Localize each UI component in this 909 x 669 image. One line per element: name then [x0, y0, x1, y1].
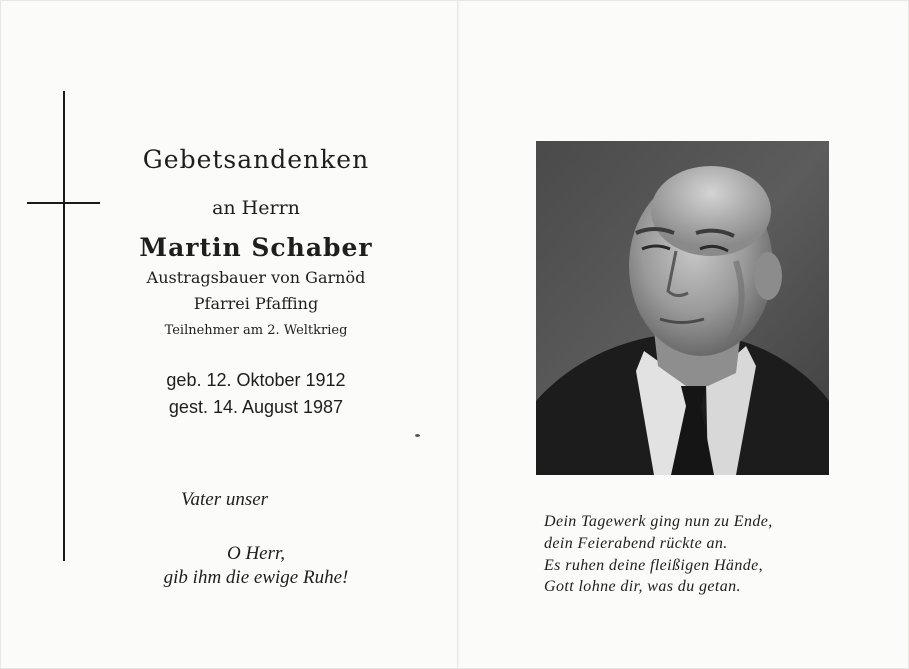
birth-date: geb. 12. Oktober 1912: [166, 370, 346, 390]
blessing-line-2: gib ihm die ewige Ruhe!: [163, 567, 349, 588]
prayer-title: Vater unser: [181, 489, 269, 510]
war-participation-note: Teilnehmer am 2. Weltkrieg: [164, 323, 348, 338]
poem-line-3: Es ruhen deine fleißigen Hände,: [544, 557, 764, 574]
card-title: Gebetsandenken: [142, 145, 370, 174]
occupation: Austragsbauer von Garnöd: [146, 268, 366, 287]
paper-speck: [415, 434, 420, 437]
poem-line-1: Dein Tagewerk ging nun zu Ende,: [544, 513, 773, 530]
cross-horizontal-bar: [27, 202, 100, 204]
deceased-name: Martin Schaber: [139, 233, 373, 262]
portrait-illustration: [536, 141, 829, 475]
parish: Pfarrei Pfaffing: [193, 294, 319, 313]
death-date: gest. 14. August 1987: [168, 397, 344, 417]
honorific: an Herrn: [212, 197, 300, 219]
card-fold: [457, 1, 459, 669]
poem-line-4: Gott lohne dir, was du getan.: [544, 578, 741, 595]
cross-vertical-bar: [63, 91, 65, 561]
portrait-photo: [536, 141, 829, 475]
poem-line-2: dein Feierabend rückte an.: [544, 535, 728, 552]
blessing-line-1: O Herr,: [226, 543, 286, 564]
